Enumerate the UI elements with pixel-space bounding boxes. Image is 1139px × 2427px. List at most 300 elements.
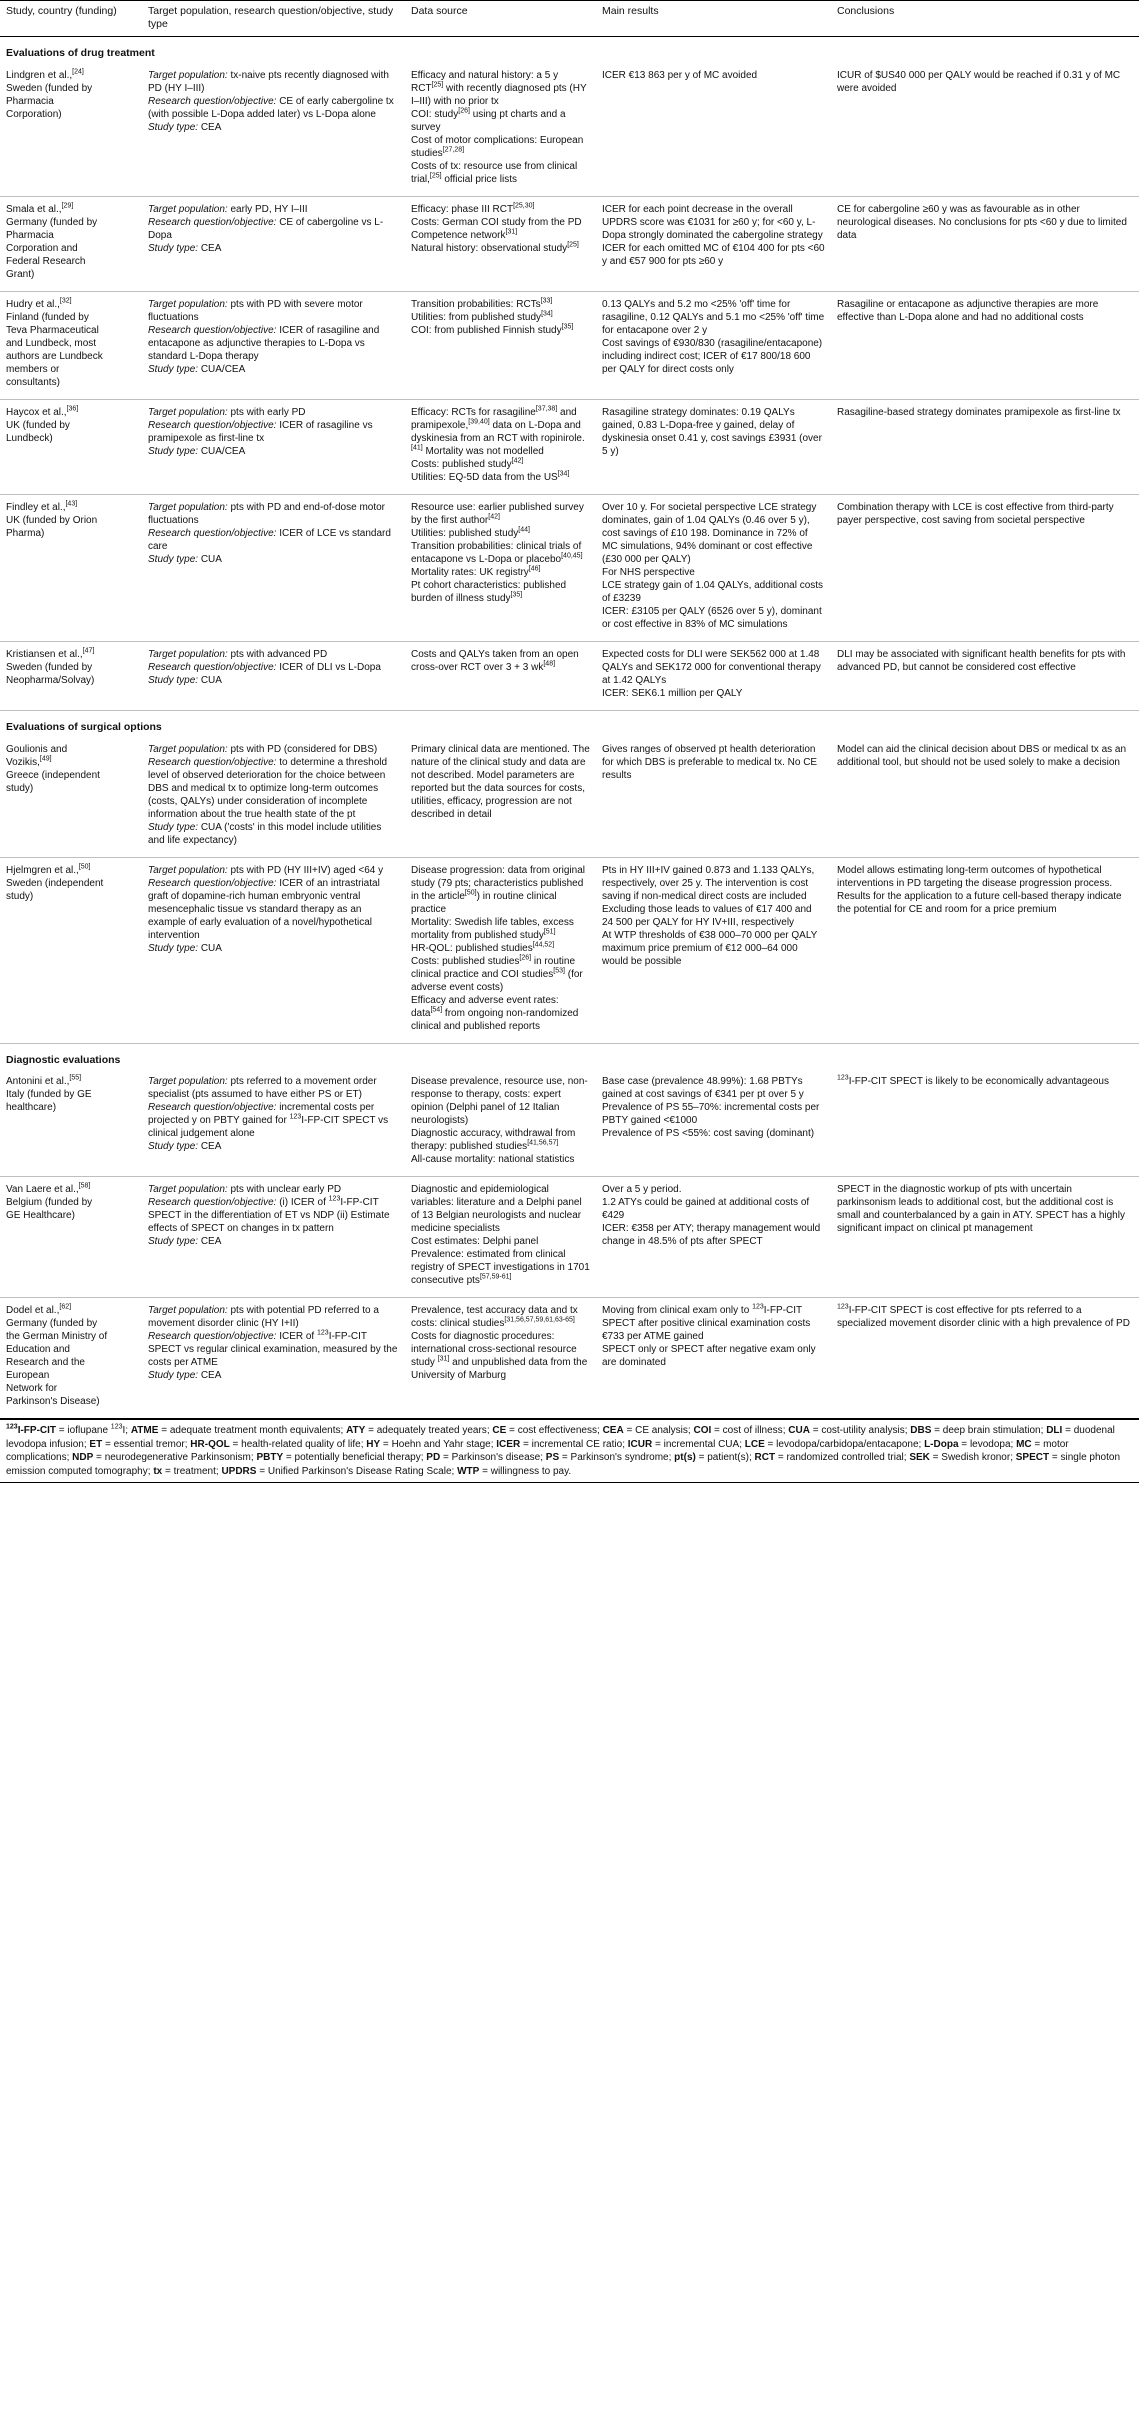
study-line: healthcare): [6, 1102, 57, 1114]
abbrev-definition: treatment: [173, 1465, 216, 1477]
target-rq: Research question/objective: ICER of rasagiline vs pramipexole as first-line tx: [148, 419, 373, 444]
target-rq: Research question/objective: to determine a threshold level of observed deterioration for the choice between DBS and medical tx to optimize long-term outcomes (costs, QALYs) under consideration of incomplete information about the true health state of the pt: [148, 756, 388, 820]
field-label: Study type:: [148, 674, 199, 686]
abbrev-definition: adequately treated years: [376, 1425, 487, 1437]
abbrev-definition: CE analysis: [635, 1425, 688, 1437]
study-line: consultants): [6, 376, 60, 388]
cell-main-results: [596, 737, 831, 858]
study-line: Lindgren et al.,[24]: [6, 68, 84, 81]
target-st: Study type: CUA: [148, 674, 222, 686]
abbrev-definition: Swedish kronor: [941, 1452, 1011, 1464]
text-line: At WTP thresholds of €38 000–70 000 per QALY maximum price premium of €12 000–64 000 would be possible: [602, 929, 818, 967]
abbrev-term: PS: [545, 1452, 560, 1464]
table-row: [0, 1298, 1139, 1419]
cell-target: [142, 399, 405, 494]
field-label: Study type:: [148, 1236, 199, 1248]
cell-target: [142, 641, 405, 710]
target-tp: Target population: early PD, HY I–III: [148, 203, 308, 215]
cell-main-results: [596, 196, 831, 291]
cell-target: [142, 291, 405, 399]
study-line: Education and: [6, 1344, 70, 1356]
cell-conclusions: [831, 1177, 1139, 1298]
text-line: Mortality rates: UK registry[46]: [411, 565, 541, 578]
study-line: Network for: [6, 1383, 58, 1395]
study-line: Belgium (funded by: [6, 1197, 93, 1209]
target-rq: Research question/objective: CE of early cabergoline tx (with possible L-Dopa added later) vs L-Dopa alone: [148, 95, 394, 120]
table-row: [0, 1069, 1139, 1177]
text-line: Disease prevalence, resource use, non-response to therapy, costs: expert opinion (Delphi panel of 12 Italian neurologists): [411, 1076, 588, 1127]
study-line: members or: [6, 363, 60, 375]
study-line: Findley et al.,[43]: [6, 500, 78, 513]
target-rq: Research question/objective: ICER of $^{123}$I-FP-CIT SPECT vs regular clinical examination, measured by the costs per ATME: [148, 1329, 398, 1369]
target-rq: Research question/objective: ICER of rasagiline and entacapone as adjunctive therapies to L-Dopa vs standard L-Dopa therapy: [148, 324, 380, 362]
text-line: Costs and QALYs taken from an open cross-over RCT over 3 + 3 wk[48]: [411, 648, 579, 673]
field-label: Research question/objective:: [148, 324, 277, 336]
cell-conclusions: [831, 63, 1139, 197]
text-line: Primary clinical data are mentioned. The nature of the clinical study and data are not described. Model parameters are reported but the data sources for costs, utilities, efficacy, progression are not described in detail: [411, 743, 590, 820]
cell-target: [142, 857, 405, 1043]
target-st: Study type: CEA: [148, 1236, 222, 1248]
abbrev-term: $^{123}$I-FP-CIT: [6, 1423, 57, 1437]
cell-main-results: [596, 494, 831, 641]
table-header-row: [0, 1, 1139, 37]
field-label: Research question/objective:: [148, 419, 277, 431]
field-label: Target population:: [148, 298, 228, 310]
study-line: Lundbeck): [6, 432, 53, 444]
abbrev-definition: randomized controlled trial: [786, 1452, 904, 1464]
study-line: Goulionis and: [6, 743, 68, 755]
cell-main-results: [596, 1298, 831, 1419]
text-line: ICER: €358 per ATY; therapy management would change in 48.5% of pts after SPECT: [602, 1223, 821, 1248]
text-line: Disease progression: data from original study (79 pts; characteristics published in the article[50]) in routine clinical practice: [411, 864, 585, 915]
study-line: the German Ministry of: [6, 1331, 108, 1343]
abbrev-definition: Parkinson's syndrome: [570, 1452, 669, 1464]
target-st: Study type: CUA/CEA: [148, 363, 246, 375]
study-line: Sweden (funded by: [6, 661, 93, 673]
text-line: Transition probabilities: RCTs[33]: [411, 297, 553, 310]
field-label: Study type:: [148, 1141, 199, 1153]
text-line: LCE strategy gain of 1.04 QALYs, additional costs of £3239: [602, 579, 824, 604]
text-line: SPECT only or SPECT after negative exam only are dominated: [602, 1344, 816, 1369]
field-label: Study type:: [148, 242, 199, 254]
abbrev-term: RCT: [754, 1452, 776, 1464]
field-label: Study type:: [148, 942, 199, 954]
field-label: Target population:: [148, 203, 228, 215]
cell-main-results: [596, 1177, 831, 1298]
cell-conclusions: [831, 641, 1139, 710]
text-line: Efficacy and natural history: a 5 y RCT[25] with recently diagnosed pts (HY I–III) with no prior tx: [411, 69, 587, 107]
abbrev-definition: levodopa/carbidopa/entacapone: [776, 1438, 919, 1450]
abbrev-definition: cost effectiveness: [517, 1425, 597, 1437]
cell-data-source: [405, 857, 596, 1043]
abbrev-term: CE: [492, 1425, 507, 1437]
abbrev-definition: levodopa: [969, 1438, 1011, 1450]
study-line: Pharmacia: [6, 229, 54, 241]
section-title: Evaluations of drug treatment: [6, 47, 155, 60]
field-label: Research question/objective:: [148, 216, 277, 228]
abbrev-term: UPDRS: [221, 1465, 257, 1477]
abbrev-term: HR-QOL: [190, 1438, 230, 1450]
abbrev-definition: ioflupane $^{123}$I: [67, 1423, 126, 1437]
cell-data-source: [405, 737, 596, 858]
cell-study: [0, 641, 142, 710]
field-label: Research question/objective:: [148, 756, 277, 768]
text-line: Over 10 y. For societal perspective LCE strategy dominates, gain of 1.04 QALYs (0.46 over 5 y), cost savings of £10 198. Dominance in 72% of MC simulations, 94% dominant or cost effective (£30 000 per QALY): [602, 501, 817, 565]
header-conclusions: Conclusions: [831, 1, 1139, 37]
cell-study: [0, 399, 142, 494]
text-line: 0.13 QALYs and 5.2 mo <25% 'off' time for rasagiline, 0.12 QALYs and 5.1 mo <25% 'off' time for entacapone over 2 y: [602, 298, 825, 336]
study-line: GE Healthcare): [6, 1210, 75, 1222]
abbrev-term: WTP: [457, 1465, 480, 1477]
abbrev-definition: Hoehn and Yahr stage: [391, 1438, 491, 1450]
field-label: Target population:: [148, 501, 228, 513]
text-line: Pts in HY III+IV gained 0.873 and 1.133 QALYs, respectively, over 25 y. The intervention is cost saving if non-medical direct costs are included: [602, 864, 815, 902]
text-line: Pt cohort characteristics: published burden of illness study[35]: [411, 579, 567, 604]
cell-study: [0, 857, 142, 1043]
text-line: Moving from clinical exam only to $^{123}$I-FP-CIT SPECT after positive clinical examination costs €733 per ATME gained: [602, 1303, 811, 1343]
cell-data-source: [405, 63, 596, 197]
field-label: Target population:: [148, 1184, 228, 1196]
text-line: Over a 5 y period.: [602, 1184, 682, 1196]
study-line: Teva Pharmaceutical: [6, 324, 99, 336]
table-row: [0, 1177, 1139, 1298]
text-line: Model allows estimating long-term outcomes of hypothetical interventions in PD targeting the disease progression process. Results for the application to a future cell-based therapy indicate the potential for CE and room for a price premium: [837, 864, 1122, 915]
target-tp: Target population: pts with PD with severe motor fluctuations: [148, 298, 363, 323]
abbrev-definition: incremental CE ratio: [531, 1438, 623, 1450]
abbrev-term: ATME: [130, 1425, 159, 1437]
study-line: and Lundbeck, most: [6, 337, 97, 349]
text-line: Prevalence, test accuracy data and tx costs: clinical studies[31,56,57,59,61,63-65]: [411, 1305, 578, 1330]
cell-main-results: [596, 291, 831, 399]
abbrev-definition: willingness to pay: [490, 1465, 569, 1477]
abbrev-term: DBS: [910, 1425, 932, 1437]
text-line: ICER €13 863 per y of MC avoided: [602, 69, 758, 81]
abbrev-term: ICUR: [627, 1438, 653, 1450]
abbreviations-footnote: $^{123}$I-FP-CIT = ioflupane $^{123}$I; ATME = adequate treatment month equivalents; ATY = adequately treated years; CE = cost effectiveness; CEA = CE analysis; COI = cost of illness; CUA = cost-utility analysis; DBS = deep brain stimulation; DLI = duodenal levodopa infusion; ET = essential tremor; HR-QOL = health-related quality of life; HY = Hoehn and Yahr stage; ICER = incremental CE ratio; ICUR = incremental CUA; LCE = levodopa/carbidopa/entacapone; L-Dopa = levodopa; MC = motor complications; NDP = neurodegenerative Parkinsonism; PBTY = potentially beneficial therapy; PD = Parkinson's disease; PS = Parkinson's syndrome; pt(s) = patient(s); RCT = randomized controlled trial; SEK = Swedish kronor; SPECT = single photon emission computed tomography; tx = treatment; UPDRS = Unified Parkinson's Disease Rating Scale; WTP = willingness to pay.: [0, 1419, 1139, 1483]
target-st: Study type: CUA: [148, 553, 222, 565]
cell-conclusions: [831, 291, 1139, 399]
text-line: All-cause mortality: national statistics: [411, 1154, 575, 1166]
cell-target: [142, 1298, 405, 1419]
text-line: Costs for diagnostic procedures: international cross-sectional resource study [31] and unpublished data from the University of Marburg: [411, 1331, 588, 1382]
target-rq: Research question/objective: (i) ICER of $^{123}$I-FP-CIT SPECT in the differentiation of ET vs NDP (ii) Estimate effects of SPECT on changes in tx pattern: [148, 1195, 390, 1235]
cell-conclusions: [831, 196, 1139, 291]
text-line: Rasagiline strategy dominates: 0.19 QALYs gained, 0.83 L-Dopa-free y gained, delay of dyskinesia onset 0.41 y, cost savings £3931 (over 5 y): [602, 406, 822, 457]
cell-target: [142, 1069, 405, 1177]
study-line: Van Laere et al.,[58]: [6, 1182, 91, 1196]
field-label: Research question/objective:: [148, 661, 277, 673]
abbrev-definition: motor complications: [6, 1438, 1069, 1464]
abbrev-term: PD: [426, 1452, 441, 1464]
cell-conclusions: [831, 399, 1139, 494]
text-line: SPECT in the diagnostic workup of pts with uncertain parkinsonism leads to additional cost, but the additional cost is small and counterbalanced by a gain in ATY. SPECT has a highly significant impact on clinical pt management: [837, 1184, 1125, 1235]
field-label: Research question/objective:: [148, 1102, 277, 1114]
text-line: Costs: published study[42]: [411, 457, 524, 470]
text-line: Diagnostic and epidemiological variables: literature and a Delphi panel of 13 Belgian neurologists and nuclear medicine specialists: [411, 1184, 582, 1235]
text-line: Efficacy: RCTs for rasagiline[37,38] and pramipexole,[39,40] data on L-Dopa and dyskinesia from an RCT with ropinirole.[41] Mortality was not modelled: [411, 405, 585, 457]
study-line: Pharma): [6, 527, 45, 539]
target-st: Study type: CEA: [148, 242, 222, 254]
cell-data-source: [405, 494, 596, 641]
target-st: Study type: CUA/CEA: [148, 445, 246, 457]
abbrev-definition: health-related quality of life: [241, 1438, 361, 1450]
cell-data-source: [405, 641, 596, 710]
text-line: Transition probabilities: clinical trials of entacapone vs L-Dopa or placebo[40,45]: [411, 540, 583, 565]
abbrev-term: SEK: [909, 1452, 930, 1464]
abbrev-definition: deep brain stimulation: [942, 1425, 1041, 1437]
text-line: Costs: published studies[26] in routine clinical practice and COI studies[53] (for adverse event costs): [411, 954, 583, 993]
abbrev-term: L-Dopa: [924, 1438, 959, 1450]
section-header-row: [0, 710, 1139, 736]
field-label: Target population:: [148, 406, 228, 418]
study-line: Hudry et al.,[32]: [6, 297, 72, 310]
study-line: Italy (funded by GE: [6, 1089, 92, 1101]
table-body: [0, 37, 1139, 1419]
field-label: Study type:: [148, 553, 199, 565]
table-row: [0, 291, 1139, 399]
field-label: Study type:: [148, 821, 199, 833]
target-tp: Target population: pts with advanced PD: [148, 648, 328, 660]
abbrev-term: pt(s): [674, 1452, 696, 1464]
study-line: Grant): [6, 268, 35, 280]
text-line: Prevalence of PS 55–70%: incremental costs per PBTY gained <€1000: [602, 1102, 820, 1127]
study-line: Antonini et al.,[55]: [6, 1074, 82, 1088]
abbrev-definition: Parkinson's disease: [451, 1452, 541, 1464]
cell-main-results: [596, 641, 831, 710]
field-label: Study type:: [148, 1370, 199, 1382]
cell-main-results: [596, 857, 831, 1043]
cell-target: [142, 737, 405, 858]
target-tp: Target population: pts with early PD: [148, 406, 306, 418]
cell-study: [0, 1069, 142, 1177]
abbrev-term: HY: [366, 1438, 381, 1450]
cell-data-source: [405, 1298, 596, 1419]
study-line: UK (funded by: [6, 419, 70, 431]
study-line: Corporation): [6, 108, 62, 120]
header-target: Target population, research question/objective, study type: [142, 1, 405, 37]
table-row: [0, 196, 1139, 291]
cell-conclusions: [831, 1069, 1139, 1177]
text-line: Efficacy: phase III RCT[25,30]: [411, 202, 535, 215]
abbrev-term: DLI: [1046, 1425, 1063, 1437]
abbrev-term: SPECT: [1015, 1452, 1050, 1464]
cell-data-source: [405, 399, 596, 494]
cell-study: [0, 1177, 142, 1298]
cell-study: [0, 196, 142, 291]
target-tp: Target population: tx-naive pts recently diagnosed with PD (HY I–III): [148, 69, 389, 94]
text-line: Excluding those leads to values of €17 400 and 24 500 per QALY for HY IV+III, respectively: [602, 903, 812, 928]
target-tp: Target population: pts with PD and end-of-dose motor fluctuations: [148, 501, 386, 526]
abbrev-term: NDP: [72, 1452, 94, 1464]
study-line: Germany (funded by: [6, 1318, 98, 1330]
text-line: Rasagiline-based strategy dominates pramipexole as first-line tx: [837, 406, 1121, 418]
field-label: Study type:: [148, 445, 199, 457]
text-line: ICUR of $US40 000 per QALY would be reached if 0.31 y of MC were avoided: [837, 69, 1121, 94]
abbrev-definition: patient(s): [707, 1452, 749, 1464]
study-line: UK (funded by Orion: [6, 514, 98, 526]
cell-conclusions: [831, 857, 1139, 1043]
text-line: COI: study[26] using pt charts and a survey: [411, 107, 566, 133]
target-st: Study type: CEA: [148, 1370, 222, 1382]
text-line: For NHS perspective: [602, 566, 695, 578]
text-line: $^{123}$I-FP-CIT SPECT is likely to be economically advantageous: [837, 1074, 1109, 1088]
text-line: Prevalence: estimated from clinical registry of SPECT investigations in 1701 consecutive pts[57,59-61]: [411, 1249, 590, 1287]
abbrev-term: COI: [693, 1425, 712, 1437]
header-data-source: Data source: [405, 1, 596, 37]
text-line: Diagnostic accuracy, withdrawal from therapy: published studies[41,56,57]: [411, 1128, 576, 1153]
study-line: authors are Lundbeck: [6, 350, 103, 362]
study-line: Greece (independent: [6, 769, 100, 781]
field-label: Target population:: [148, 1305, 228, 1317]
target-rq: Research question/objective: CE of cabergoline vs L-Dopa: [148, 216, 384, 241]
abbrev-definition: essential tremor: [113, 1438, 185, 1450]
text-line: Utilities: from published study[34]: [411, 310, 553, 323]
target-rq: Research question/objective: ICER of an intrastriatal graft of dopamine-rich human embryonic ventral mesencephalic tissue vs standard therapy as an example of early evaluation of a novel/hypothetical intervention: [148, 877, 380, 941]
text-line: CE for cabergoline ≥60 y was as favourable as in other neurological diseases. No conclusions for pts <60 y due to limited data: [837, 203, 1127, 241]
study-line: Finland (funded by: [6, 311, 89, 323]
text-line: Mortality: Swedish life tables, excess mortality from published study[51]: [411, 916, 574, 941]
study-line: Sweden (independent: [6, 877, 104, 889]
field-label: Target population:: [148, 69, 228, 81]
study-line: Pharmacia: [6, 95, 54, 107]
cell-data-source: [405, 196, 596, 291]
study-line: Haycox et al.,[36]: [6, 405, 79, 418]
text-line: ICER for each omitted MC of €104 400 for pts <60 y and €57 900 for pts ≥60 y: [602, 242, 825, 267]
cell-data-source: [405, 291, 596, 399]
text-line: 1.2 ATYs could be gained at additional costs of €429: [602, 1197, 810, 1222]
cell-conclusions: [831, 1298, 1139, 1419]
abbrev-term: LCE: [744, 1438, 765, 1450]
field-label: Target population:: [148, 648, 228, 660]
abbrev-definition: cost-utility analysis: [821, 1425, 905, 1437]
text-line: Natural history: observational study[25]: [411, 241, 579, 254]
target-tp: Target population: pts with potential PD referred to a movement disorder clinic (HY I+II): [148, 1305, 379, 1330]
text-line: ICER: £3105 per QALY (6526 over 5 y), dominant or cost effective in 83% of MC simulations: [602, 605, 822, 630]
text-line: Cost of motor complications: European studies[27,28]: [411, 134, 584, 159]
abbrev-term: ICER: [496, 1438, 521, 1450]
study-line: Dodel et al.,[62]: [6, 1303, 72, 1317]
text-line: Costs of tx: resource use from clinical trial,[25] official price lists: [411, 160, 578, 185]
cell-target: [142, 494, 405, 641]
text-line: Utilities: EQ-5D data from the US[34]: [411, 470, 570, 483]
cell-target: [142, 1177, 405, 1298]
text-line: Cost savings of €930/830 (rasagiline/entacapone) including indirect cost; ICER of €17 800/18 600 per QALY for direct costs only: [602, 337, 823, 375]
target-rq: Research question/objective: ICER of DLI vs L-Dopa: [148, 661, 381, 673]
cell-main-results: [596, 399, 831, 494]
text-line: Utilities: published study[44]: [411, 526, 530, 539]
text-line: Model can aid the clinical decision about DBS or medical tx as an additional tool, but should not be used solely to make a decision: [837, 743, 1127, 768]
abbrev-term: CEA: [602, 1425, 624, 1437]
study-line: Hjelmgren et al.,[50]: [6, 863, 91, 876]
text-line: Expected costs for DLI were SEK562 000 at 1.48 QALYs and SEK172 000 for conventional therapy at 1.42 QALYs: [602, 648, 821, 686]
study-line: Neopharma/Solvay): [6, 674, 95, 686]
text-line: Resource use: earlier published survey by the first author[42]: [411, 501, 584, 526]
text-line: COI: from published Finnish study[35]: [411, 323, 574, 336]
study-line: Sweden (funded by: [6, 82, 93, 94]
study-line: study): [6, 782, 34, 794]
cell-main-results: [596, 1069, 831, 1177]
target-rq: Research question/objective: ICER of LCE vs standard care: [148, 527, 391, 552]
field-label: Target population:: [148, 743, 228, 755]
target-tp: Target population: pts with PD (HY III+IV) aged <64 y: [148, 864, 384, 876]
cell-main-results: [596, 63, 831, 197]
field-label: Study type:: [148, 121, 199, 133]
section-header-row: [0, 37, 1139, 63]
study-line: European: [6, 1370, 50, 1382]
cell-study: [0, 1298, 142, 1419]
table-row: [0, 399, 1139, 494]
target-st: Study type: CEA: [148, 121, 222, 133]
field-label: Target population:: [148, 864, 228, 876]
target-tp: Target population: pts with PD (considered for DBS): [148, 743, 378, 755]
abbrev-term: CUA: [788, 1425, 810, 1437]
field-label: Research question/objective:: [148, 1331, 277, 1343]
text-line: Cost estimates: Delphi panel: [411, 1236, 539, 1248]
section-title: Evaluations of surgical options: [6, 720, 162, 733]
section-title: Diagnostic evaluations: [6, 1053, 121, 1066]
study-line: Vozikis,[49]: [6, 755, 52, 768]
text-line: Combination therapy with LCE is cost effective from third-party payer perspective, cost saving from societal perspective: [837, 501, 1114, 526]
text-line: $^{123}$I-FP-CIT SPECT is cost effective for pts referred to a specialized movement disorder clinic with a high prevalence of PD: [837, 1303, 1130, 1330]
target-tp: Target population: pts referred to a movement order specialist (pts assumed to have either PS or ET): [148, 1076, 377, 1101]
field-label: Research question/objective:: [148, 1197, 277, 1209]
cell-study: [0, 737, 142, 858]
text-line: DLI may be associated with significant health benefits for pts with advanced PD, but cannot be considered cost effective: [837, 648, 1126, 673]
target-st: Study type: CUA ('costs' in this model include utilities and life expectancy): [148, 821, 382, 846]
abbrev-definition: neurodegenerative Parkinsonism: [104, 1452, 251, 1464]
text-line: Base case (prevalence 48.99%): 1.68 PBTYs gained at cost savings of €341 per pt over 5 y: [602, 1076, 804, 1101]
study-line: Germany (funded by: [6, 216, 98, 228]
abbrev-term: MC: [1016, 1438, 1032, 1450]
text-line: Prevalence of PS <55%: cost saving (dominant): [602, 1128, 815, 1140]
abbrev-definition: single photon emission computed tomography: [6, 1452, 1121, 1477]
table-row: [0, 737, 1139, 858]
abbrev-definition: duodenal levodopa infusion: [6, 1425, 1115, 1450]
cell-target: [142, 196, 405, 291]
table-row: [0, 857, 1139, 1043]
study-line: Corporation and: [6, 242, 78, 254]
table-row: [0, 63, 1139, 197]
cell-data-source: [405, 1177, 596, 1298]
study-line: Federal Research: [6, 255, 86, 267]
text-line: HR-QOL: published studies[44,52]: [411, 941, 555, 954]
cell-study: [0, 63, 142, 197]
text-line: Efficacy and adverse event rates: data[54] from ongoing non-randomized clinical and published reports: [411, 994, 579, 1032]
cell-data-source: [405, 1069, 596, 1177]
text-line: Costs: German COI study from the PD Competence network[31]: [411, 216, 582, 241]
target-rq: Research question/objective: incremental costs per projected y on PBTY gained for $^{123}$I-FP-CIT SPECT vs clinical judgement alone: [148, 1102, 389, 1140]
abbrev-term: PBTY: [256, 1452, 284, 1464]
text-line: Rasagiline or entacapone as adjunctive therapies are more effective than L-Dopa alone and had no additional costs: [837, 298, 1099, 323]
target-st: Study type: CUA: [148, 942, 222, 954]
cell-conclusions: [831, 494, 1139, 641]
target-st: Study type: CEA: [148, 1141, 222, 1153]
text-line: ICER: SEK6.1 million per QALY: [602, 687, 743, 699]
header-main-results: Main results: [596, 1, 831, 37]
field-label: Study type:: [148, 363, 199, 375]
study-line: Research and the: [6, 1357, 85, 1369]
study-line: study): [6, 890, 34, 902]
table-row: [0, 494, 1139, 641]
abbrev-definition: adequate treatment month equivalents: [169, 1425, 341, 1437]
field-label: Research question/objective:: [148, 527, 277, 539]
text-line: Gives ranges of observed pt health deterioration for which DBS is preferable to medical tx. No CE results: [602, 743, 818, 781]
study-line: Kristiansen et al.,[47]: [6, 647, 95, 660]
study-line: Parkinson's Disease): [6, 1396, 100, 1408]
text-line: ICER for each point decrease in the overall UPDRS score was €1031 for ≥60 y; for <60 y, L-Dopa strongly dominated the cabergoline strategy: [602, 203, 823, 241]
abbrev-term: ATY: [346, 1425, 366, 1437]
cell-study: [0, 291, 142, 399]
